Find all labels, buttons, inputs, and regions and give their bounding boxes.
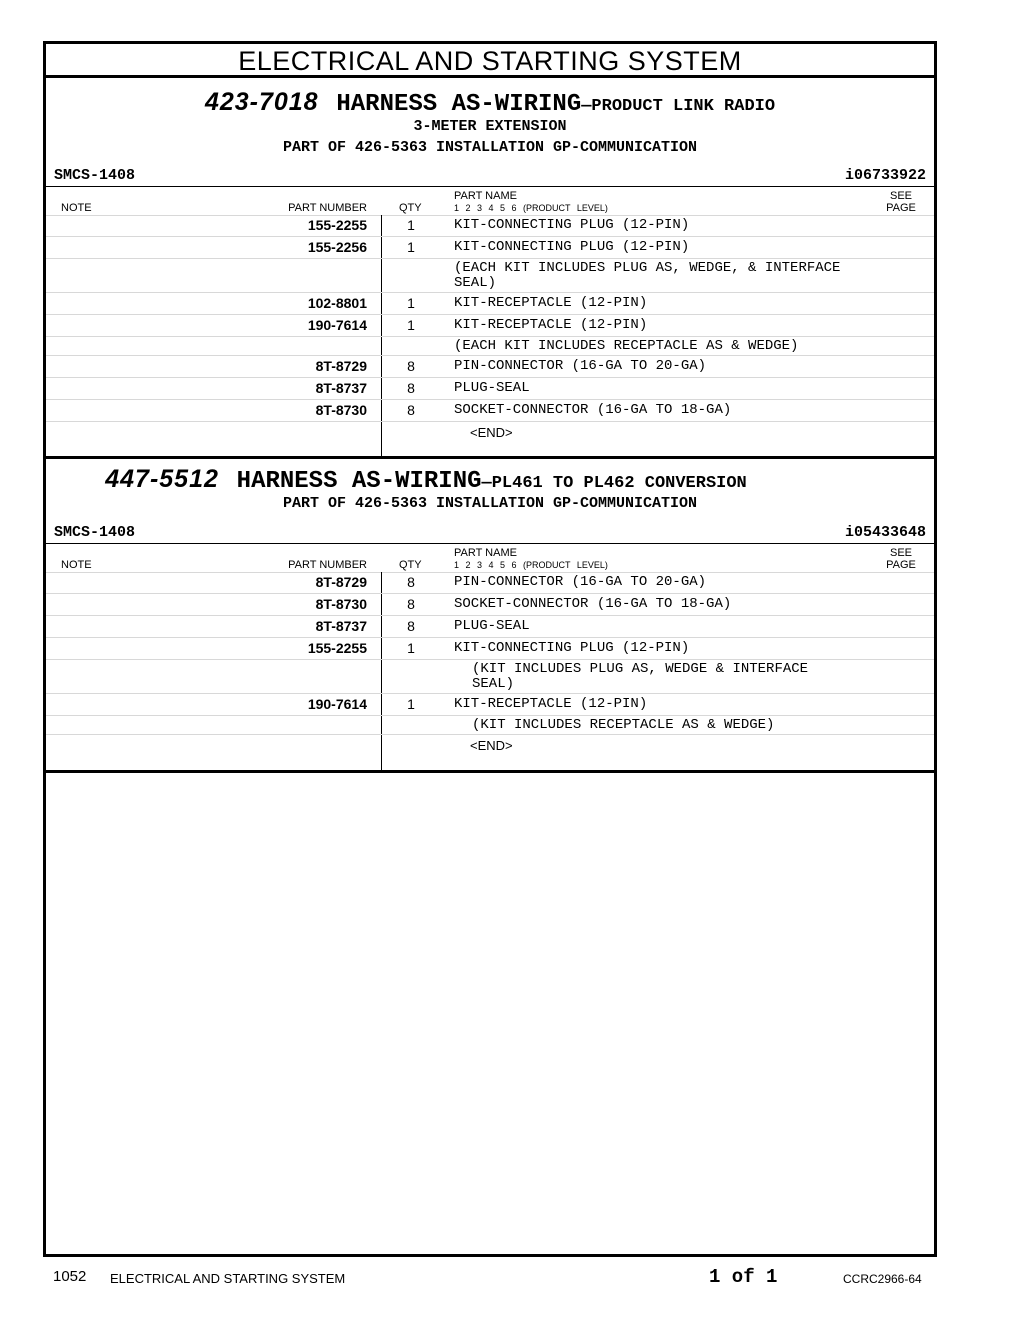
table-row (46, 237, 934, 259)
row-part-name: KIT-CONNECTING PLUG (12-PIN) (454, 217, 690, 233)
row-part-number: 8T-8729 (315, 358, 367, 374)
table-row (46, 315, 934, 337)
table-row (46, 716, 934, 735)
table-row (46, 400, 934, 422)
col-header-note: NOTE (61, 559, 92, 571)
table-row (46, 356, 934, 378)
row-part-name: PLUG-SEAL (454, 618, 530, 634)
row-qty: 1 (407, 217, 415, 233)
row-part-number: 190-7614 (307, 317, 367, 333)
smcs-code: SMCS-1408 (54, 167, 136, 184)
section-heading (0, 465, 870, 495)
table-row (46, 259, 934, 293)
row-part-name: SOCKET-CONNECTOR (16-GA TO 18-GA) (454, 596, 732, 612)
row-qty: 1 (407, 239, 415, 255)
table-row (46, 215, 934, 237)
table-row (46, 572, 934, 594)
col-header-page: PAGE (886, 559, 916, 571)
row-part-number: 190-7614 (307, 696, 367, 712)
table-row (46, 293, 934, 315)
footer-doc-id: CCRC2966-64 (843, 1272, 922, 1286)
end-marker: <END> (470, 425, 513, 440)
col-header-page: PAGE (886, 202, 916, 214)
footer-page-of: 1 of 1 (709, 1266, 778, 1288)
col-header-part-number: PART NUMBER (288, 559, 367, 571)
row-part-number: 8T-8737 (315, 618, 367, 634)
section-447-5512 (46, 459, 934, 773)
table-row (46, 694, 934, 716)
section-title: HARNESS AS-WIRING (236, 468, 482, 495)
row-qty: 8 (407, 380, 415, 396)
header-rule (46, 543, 934, 544)
smcs-code: SMCS-1408 (54, 524, 136, 541)
section-subtitle: —PL461 TO PL462 CONVERSION (481, 474, 747, 493)
row-part-name: PIN-CONNECTOR (16-GA TO 20-GA) (454, 358, 707, 374)
row-part-number: 155-2256 (307, 239, 367, 255)
row-part-number: 8T-8729 (315, 574, 367, 590)
section-heading (46, 88, 934, 118)
illustration-ref: i05433648 (844, 524, 926, 541)
row-qty: 8 (407, 574, 415, 590)
row-qty: 8 (407, 402, 415, 418)
row-qty: 8 (407, 618, 415, 634)
col-header-part-name: PART NAME (454, 190, 517, 202)
row-part-name: KIT-RECEPTACLE (12-PIN) (454, 295, 648, 311)
row-part-number: 102-8801 (307, 295, 367, 311)
table-row (46, 594, 934, 616)
row-qty: 1 (407, 640, 415, 656)
col-header-note: NOTE (61, 202, 92, 214)
section-part-number: 447-5512 (105, 465, 219, 493)
page-title: ELECTRICAL AND STARTING SYSTEM (46, 44, 934, 78)
col-header-levels: 1 2 3 4 5 6 (PRODUCT LEVEL) (454, 560, 608, 570)
row-part-name: KIT-CONNECTING PLUG (12-PIN) (454, 640, 690, 656)
row-part-name: (KIT INCLUDES PLUG AS, WEDGE & INTERFACE SEAL) (472, 661, 809, 692)
col-header-qty: QTY (399, 559, 422, 571)
section-line: PART OF 426-5363 INSTALLATION GP-COMMUNICATION (282, 139, 698, 156)
row-part-name: KIT-RECEPTACLE (12-PIN) (454, 317, 648, 333)
col-header-part-number: PART NUMBER (288, 202, 367, 214)
row-part-name: KIT-CONNECTING PLUG (12-PIN) (454, 239, 690, 255)
illustration-ref: i06733922 (844, 167, 926, 184)
row-part-name: (EACH KIT INCLUDES RECEPTACLE AS & WEDGE) (454, 338, 799, 354)
row-part-name: SOCKET-CONNECTOR (16-GA TO 18-GA) (454, 402, 732, 418)
table-row (46, 616, 934, 638)
section-line: 3-METER EXTENSION (413, 118, 567, 135)
table-row (46, 638, 934, 660)
table-row (46, 660, 934, 694)
header-rule (46, 186, 934, 187)
row-part-name: (EACH KIT INCLUDES PLUG AS, WEDGE, & INTERFACE SEAL) (454, 260, 841, 291)
row-qty: 1 (407, 295, 415, 311)
table-row (46, 378, 934, 400)
row-part-number: 155-2255 (307, 640, 367, 656)
row-part-number: 8T-8730 (315, 596, 367, 612)
footer-section-title: ELECTRICAL AND STARTING SYSTEM (110, 1271, 346, 1286)
row-qty: 8 (407, 596, 415, 612)
row-qty: 1 (407, 696, 415, 712)
section-line: PART OF 426-5363 INSTALLATION GP-COMMUNICATION (282, 495, 698, 512)
col-header-part-name: PART NAME (454, 547, 517, 559)
row-part-number: 8T-8730 (315, 402, 367, 418)
row-part-name: (KIT INCLUDES RECEPTACLE AS & WEDGE) (472, 717, 775, 733)
row-qty: 8 (407, 358, 415, 374)
row-part-number: 155-2255 (307, 217, 367, 233)
row-qty: 1 (407, 317, 415, 333)
section-title: HARNESS AS-WIRING (336, 91, 582, 118)
section-subtitle: —PRODUCT LINK RADIO (581, 97, 776, 116)
end-marker: <END> (470, 738, 513, 753)
page-frame (43, 41, 937, 1257)
row-part-name: KIT-RECEPTACLE (12-PIN) (454, 696, 648, 712)
section-423-7018 (46, 78, 934, 459)
table-row (46, 337, 934, 356)
col-header-see: SEE (889, 547, 912, 559)
col-header-levels: 1 2 3 4 5 6 (PRODUCT LEVEL) (454, 203, 608, 213)
row-part-name: PIN-CONNECTOR (16-GA TO 20-GA) (454, 574, 707, 590)
section-part-number: 423-7018 (204, 88, 319, 116)
footer-page-number: 1052 (53, 1268, 87, 1285)
row-part-name: PLUG-SEAL (454, 380, 530, 396)
col-header-see: SEE (889, 190, 912, 202)
row-part-number: 8T-8737 (315, 380, 367, 396)
col-header-qty: QTY (399, 202, 422, 214)
